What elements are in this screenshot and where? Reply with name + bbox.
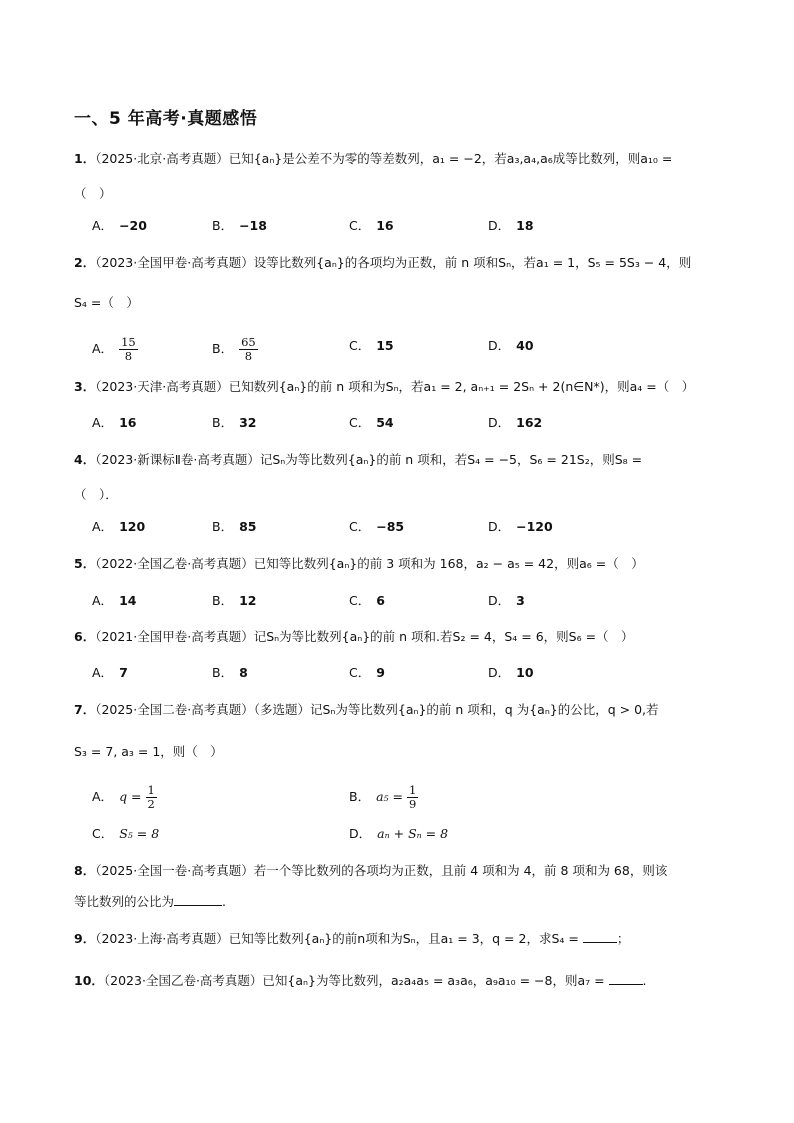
question-9: 9．（2023·上海·高考真题）已知等比数列{aₙ}的前n项和为Sₙ，且a₁ = 3，q = 2，求S₄ = ； (74, 931, 630, 946)
option-b[interactable]: B． 85 (212, 519, 257, 534)
option-b[interactable]: B． 8 (212, 665, 248, 680)
option-d[interactable]: D． 162 (488, 415, 543, 430)
question-10: 10．（2023·全国乙卷·高考真题）已知{aₙ}为等比数列，a₂a₄a₅ = a₃a₆，a₉a₁₀ = −8，则a₇ = . (74, 973, 647, 988)
question-5 (74, 554, 724, 574)
question-source: （2025·全国二卷·高考真题） (95, 702, 254, 717)
option-c[interactable]: C． 54 (349, 415, 394, 430)
question-source: （2023·全国乙卷·高考真题） (103, 973, 263, 988)
fraction: $\frac{65}{8}$ (241, 335, 256, 363)
question-source: （2023·天津·高考真题） (95, 379, 229, 394)
question-number: 7． (74, 702, 96, 717)
option-b[interactable]: B． −18 (212, 218, 267, 233)
answer-blank[interactable] (609, 972, 643, 985)
option-a[interactable]: A． 16 (92, 415, 137, 430)
question-source: （2025·全国一卷·高考真题） (95, 863, 254, 878)
option-b[interactable]: B． $\frac{65}{8}$ (212, 335, 256, 363)
question-stem: 已知数列{aₙ}的前 n 项和为Sₙ，若a₁ = 2, aₙ₊₁ = 2Sₙ + 2(n∈N*)，则a₄ =（ ） (228, 379, 695, 394)
option-d[interactable]: D． 18 (488, 218, 534, 233)
question-source: （2023·上海·高考真题） (95, 931, 229, 946)
question-8-continuation: 等比数列的公比为 . (74, 894, 226, 909)
option-c[interactable]: C． 6 (349, 593, 385, 608)
option-c[interactable]: C． 16 (349, 218, 394, 233)
option-d[interactable]: D． 40 (488, 338, 534, 353)
question-number: 8． (74, 863, 96, 878)
option-c[interactable]: C． −85 (349, 519, 405, 534)
question-stem: 记Sₙ为等比数列{aₙ}的前 n 项和.若S₂ = 4，S₄ = 6，则S₆ =（ ） (253, 629, 634, 644)
question-2 (74, 253, 724, 273)
option-a[interactable]: A． 14 (92, 593, 137, 608)
question-stem: 设等比数列{aₙ}的各项均为正数，前 n 项和Sₙ，若a₁ = 1，S₅ = 5S₃ − 4，则 (253, 255, 692, 270)
question-stem: （多选题）记Sₙ为等比数列{aₙ}的前 n 项和，q 为{aₙ}的公比，q > 0,若 (253, 702, 659, 717)
question-source: （2025·北京·高考真题） (95, 151, 229, 166)
question-8 (74, 861, 724, 881)
option-c[interactable]: C． 9 (349, 665, 385, 680)
question-number: 9． (74, 931, 96, 946)
option-a[interactable]: A． 120 (92, 519, 146, 534)
question-stem: 已知{aₙ}为等比数列，a₂a₄a₅ = a₃a₆，a₉a₁₀ = −8，则a₇ = (262, 973, 605, 988)
option-b[interactable]: B． a₅ = $\frac{1}{9}$ (349, 783, 417, 811)
question-stem: 已知{aₙ}是公差不为零的等差数列，a₁ = −2，若a₃,a₄,a₆成等比数列，则a₁₀ = (228, 151, 673, 166)
option-a[interactable]: A． $\frac{15}{8}$ (92, 335, 136, 363)
option-a[interactable]: A． 7 (92, 665, 128, 680)
option-b[interactable]: B． 12 (212, 593, 257, 608)
option-a[interactable]: A． −20 (92, 218, 147, 233)
question-stem: 记Sₙ为等比数列{aₙ}的前 n 项和，若S₄ = −5，S₆ = 21S₂，则S₈ = (259, 452, 643, 467)
option-c[interactable]: C． S₅ = 8 (92, 826, 160, 841)
question-1-continuation: （ ） (74, 186, 112, 201)
question-number: 5． (74, 556, 96, 571)
option-d[interactable]: D． aₙ + Sₙ = 8 (349, 826, 449, 841)
question-source: （2023·新课标Ⅱ卷·高考真题） (95, 452, 260, 467)
option-c[interactable]: C． 15 (349, 338, 394, 353)
question-number: 2． (74, 255, 96, 270)
question-number: 4． (74, 452, 96, 467)
question-2-continuation: S₄ =（ ） (74, 295, 139, 310)
option-a[interactable]: A． q = $\frac{1}{2}$ (92, 783, 155, 811)
answer-blank[interactable] (174, 893, 222, 906)
question-7 (74, 700, 724, 720)
question-1 (74, 149, 724, 169)
fraction: $\frac{1}{2}$ (147, 783, 155, 811)
fraction: $\frac{1}{9}$ (408, 783, 417, 811)
question-source: （2022·全国乙卷·高考真题） (95, 556, 254, 571)
question-stem: 已知等比数列{aₙ}的前n项和为Sₙ，且a₁ = 3，q = 2，求S₄ = (228, 931, 579, 946)
question-number: 10． (74, 973, 104, 988)
question-number: 6． (74, 629, 96, 644)
section-title: 一、5 年高考·真题感悟 (74, 109, 258, 129)
question-stem: 若一个等比数列的各项均为正数，且前 4 项和为 4，前 8 项和为 68，则该 (253, 863, 668, 878)
option-b[interactable]: B． 32 (212, 415, 257, 430)
question-source: （2021·全国甲卷·高考真题） (95, 629, 254, 644)
question-4-continuation: （ ）． (74, 487, 118, 502)
question-6 (74, 627, 724, 647)
question-number: 3． (74, 379, 96, 394)
fraction: $\frac{15}{8}$ (121, 335, 136, 363)
option-d[interactable]: D． −120 (488, 519, 553, 534)
question-7-continuation: S₃ = 7, a₃ = 1，则（ ） (74, 744, 223, 759)
question-3 (74, 377, 724, 397)
option-d[interactable]: D． 10 (488, 665, 534, 680)
question-number: 1． (74, 151, 96, 166)
question-4 (74, 450, 724, 470)
question-stem: 已知等比数列{aₙ}的前 3 项和为 168，a₂ − a₅ = 42，则a₆ =（ ） (253, 556, 644, 571)
answer-blank[interactable] (583, 930, 617, 943)
option-d[interactable]: D． 3 (488, 593, 525, 608)
question-source: （2023·全国甲卷·高考真题） (95, 255, 254, 270)
